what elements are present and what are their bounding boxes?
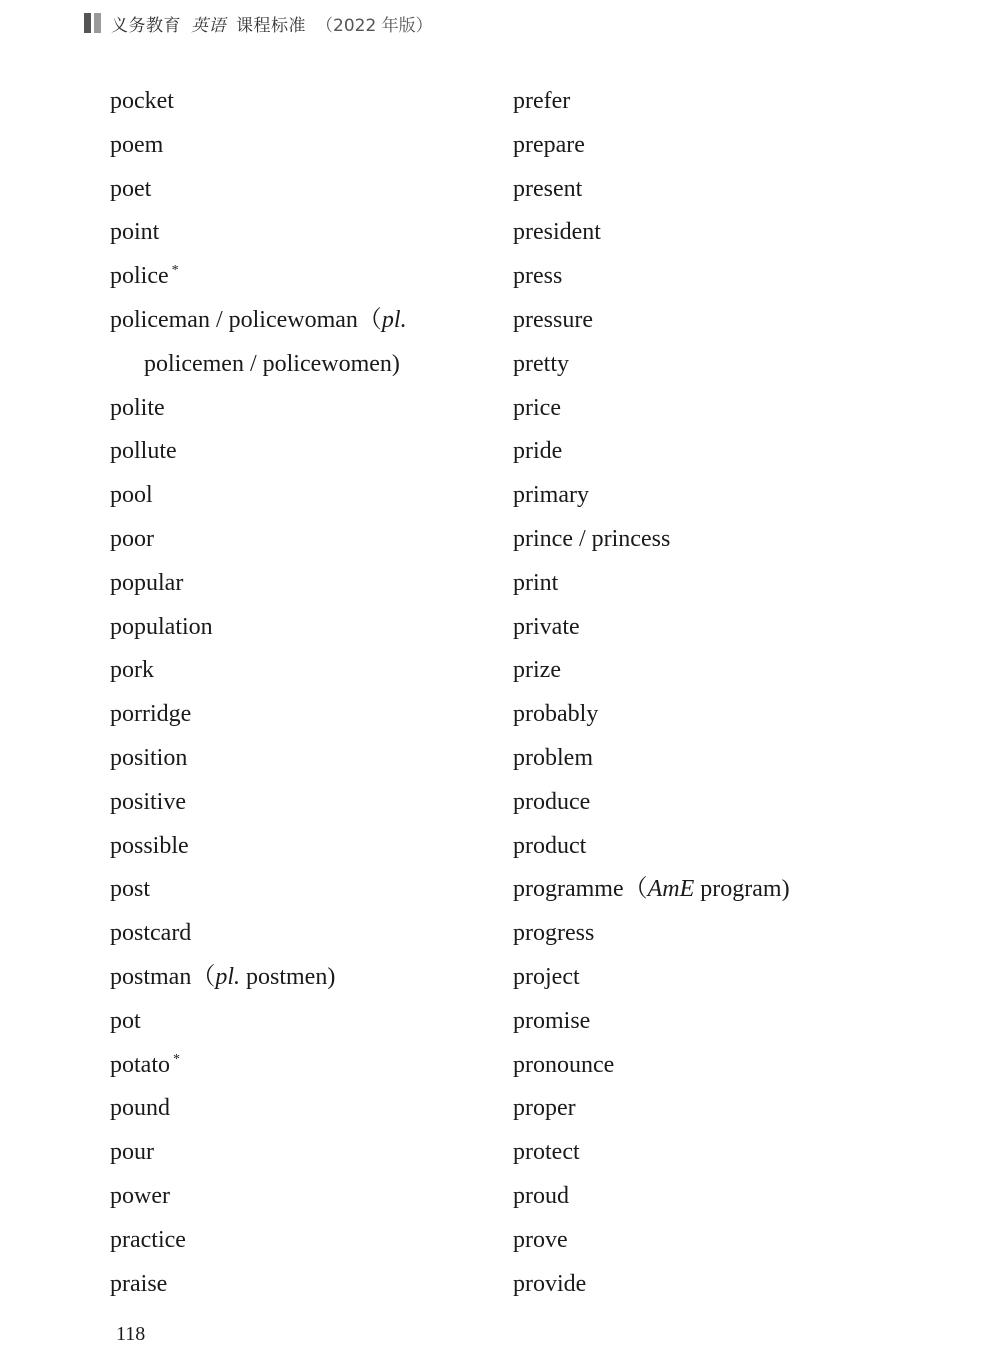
word-list-right-column (513, 80, 953, 1306)
word-text: progress (513, 920, 595, 947)
word-entry (110, 693, 500, 737)
note-open-paren: （ (357, 306, 382, 333)
word-text: practice (110, 1226, 186, 1253)
word-entry (513, 211, 953, 255)
word-text: porridge (110, 701, 192, 728)
word-text: policemen / policewomen) (144, 350, 400, 377)
word-entry (110, 299, 500, 343)
word-text: proud (513, 1182, 569, 1209)
word-entry (513, 737, 953, 781)
word-entry (110, 168, 500, 212)
note-rest: program) (694, 876, 790, 903)
word-entry (110, 255, 500, 299)
word-list-left-column (110, 80, 500, 1306)
asterisk-mark: * (171, 263, 179, 279)
word-entry (513, 1263, 953, 1307)
word-entry (110, 387, 500, 431)
word-entry (513, 387, 953, 431)
word-text: pool (110, 482, 153, 509)
word-text: press (513, 263, 563, 290)
word-text: price (513, 394, 561, 421)
word-entry (513, 1175, 953, 1219)
word-entry (110, 868, 500, 912)
word-text: private (513, 613, 580, 640)
word-entry (110, 1219, 500, 1263)
word-text: pocket (110, 88, 174, 114)
word-entry (110, 343, 500, 387)
word-text: prove (513, 1226, 568, 1253)
word-text: possible (110, 832, 189, 859)
word-text: president (513, 219, 601, 246)
note-abbreviation: pl. (381, 306, 407, 333)
word-entry (110, 606, 500, 650)
word-text: pressure (513, 306, 593, 333)
word-entry (110, 562, 500, 606)
word-entry (110, 518, 500, 562)
word-text: prince / princess (513, 525, 671, 552)
word-entry (110, 1000, 500, 1044)
header-title-part1: 义务教育 (111, 15, 181, 36)
word-text: pour (110, 1139, 154, 1166)
word-text: produce (513, 788, 591, 815)
word-entry (513, 606, 953, 650)
word-entry (110, 781, 500, 825)
word-entry (513, 825, 953, 869)
word-entry (110, 912, 500, 956)
word-text: poet (110, 175, 152, 202)
word-entry (513, 168, 953, 212)
word-entry (513, 1087, 953, 1131)
word-entry (110, 1087, 500, 1131)
running-header (84, 10, 433, 36)
word-entry (513, 430, 953, 474)
word-entry (513, 562, 953, 606)
note-rest: postmen) (240, 963, 336, 990)
word-entry (110, 1131, 500, 1175)
word-text: prepare (513, 131, 585, 158)
word-entry (110, 1263, 500, 1307)
word-entry (110, 649, 500, 693)
asterisk-mark: * (173, 1051, 180, 1067)
word-text: project (513, 963, 580, 990)
word-text: primary (513, 482, 589, 509)
word-entry (513, 1000, 953, 1044)
word-text: positive (110, 788, 186, 815)
word-text: postcard (110, 920, 192, 947)
word-text: position (110, 744, 188, 771)
page-number: 118 (116, 1323, 146, 1345)
word-text: pot (110, 1007, 141, 1034)
word-text: praise (110, 1270, 168, 1297)
header-bar-dark (84, 13, 91, 33)
word-entry (513, 343, 953, 387)
word-entry (110, 80, 500, 124)
word-entry (513, 255, 953, 299)
word-entry (110, 737, 500, 781)
word-entry (110, 956, 500, 1000)
word-text: postman (110, 963, 192, 990)
word-text: prefer (513, 88, 571, 114)
word-text: present (513, 175, 583, 202)
note-abbreviation: pl. (215, 963, 240, 990)
word-text: power (110, 1182, 170, 1209)
word-entry (513, 1131, 953, 1175)
word-text: poor (110, 525, 154, 552)
word-entry (513, 912, 953, 956)
word-entry (513, 474, 953, 518)
note-open-paren: （ (623, 876, 648, 903)
header-title-part2: 英语 (191, 15, 226, 36)
word-text: pride (513, 438, 563, 465)
word-entry (513, 1044, 953, 1088)
word-text: police (110, 263, 169, 290)
word-text: programme (513, 876, 624, 903)
header-edition: （2022 年版） (316, 15, 433, 36)
word-text: probably (513, 701, 599, 728)
word-entry (513, 956, 953, 1000)
word-entry (513, 299, 953, 343)
word-text: post (110, 876, 151, 903)
word-text: pound (110, 1095, 170, 1122)
note-open-paren: （ (191, 963, 216, 990)
word-text: prize (513, 657, 561, 684)
word-text: proper (513, 1095, 576, 1122)
word-entry (110, 1175, 500, 1219)
word-entry (110, 1044, 500, 1088)
word-text: polite (110, 394, 165, 421)
word-text: pork (110, 657, 154, 684)
word-entry (110, 430, 500, 474)
note-abbreviation: AmE (647, 876, 695, 903)
word-text: pronounce (513, 1051, 615, 1078)
word-text: potato (110, 1051, 170, 1078)
word-entry (110, 211, 500, 255)
word-entry (110, 474, 500, 518)
word-text: protect (513, 1139, 580, 1166)
word-entry (513, 518, 953, 562)
word-text: pretty (513, 350, 569, 377)
word-entry (513, 80, 953, 124)
header-bar-light (94, 13, 101, 33)
word-entry (110, 124, 500, 168)
word-text: poem (110, 131, 164, 158)
word-entry (513, 649, 953, 693)
word-text: popular (110, 569, 184, 596)
word-entry (513, 693, 953, 737)
word-text: print (513, 569, 559, 596)
word-entry (513, 868, 953, 912)
header-title-part3: 课程标准 (236, 15, 306, 36)
word-text: policeman / policewoman (110, 306, 358, 333)
word-entry (513, 781, 953, 825)
word-text: promise (513, 1007, 591, 1034)
word-entry (513, 1219, 953, 1263)
word-text: population (110, 613, 213, 640)
word-text: point (110, 219, 160, 246)
word-text: product (513, 832, 587, 859)
word-entry (110, 825, 500, 869)
word-text: provide (513, 1270, 587, 1297)
word-text: pollute (110, 438, 177, 465)
word-text: problem (513, 744, 593, 771)
word-entry (513, 124, 953, 168)
